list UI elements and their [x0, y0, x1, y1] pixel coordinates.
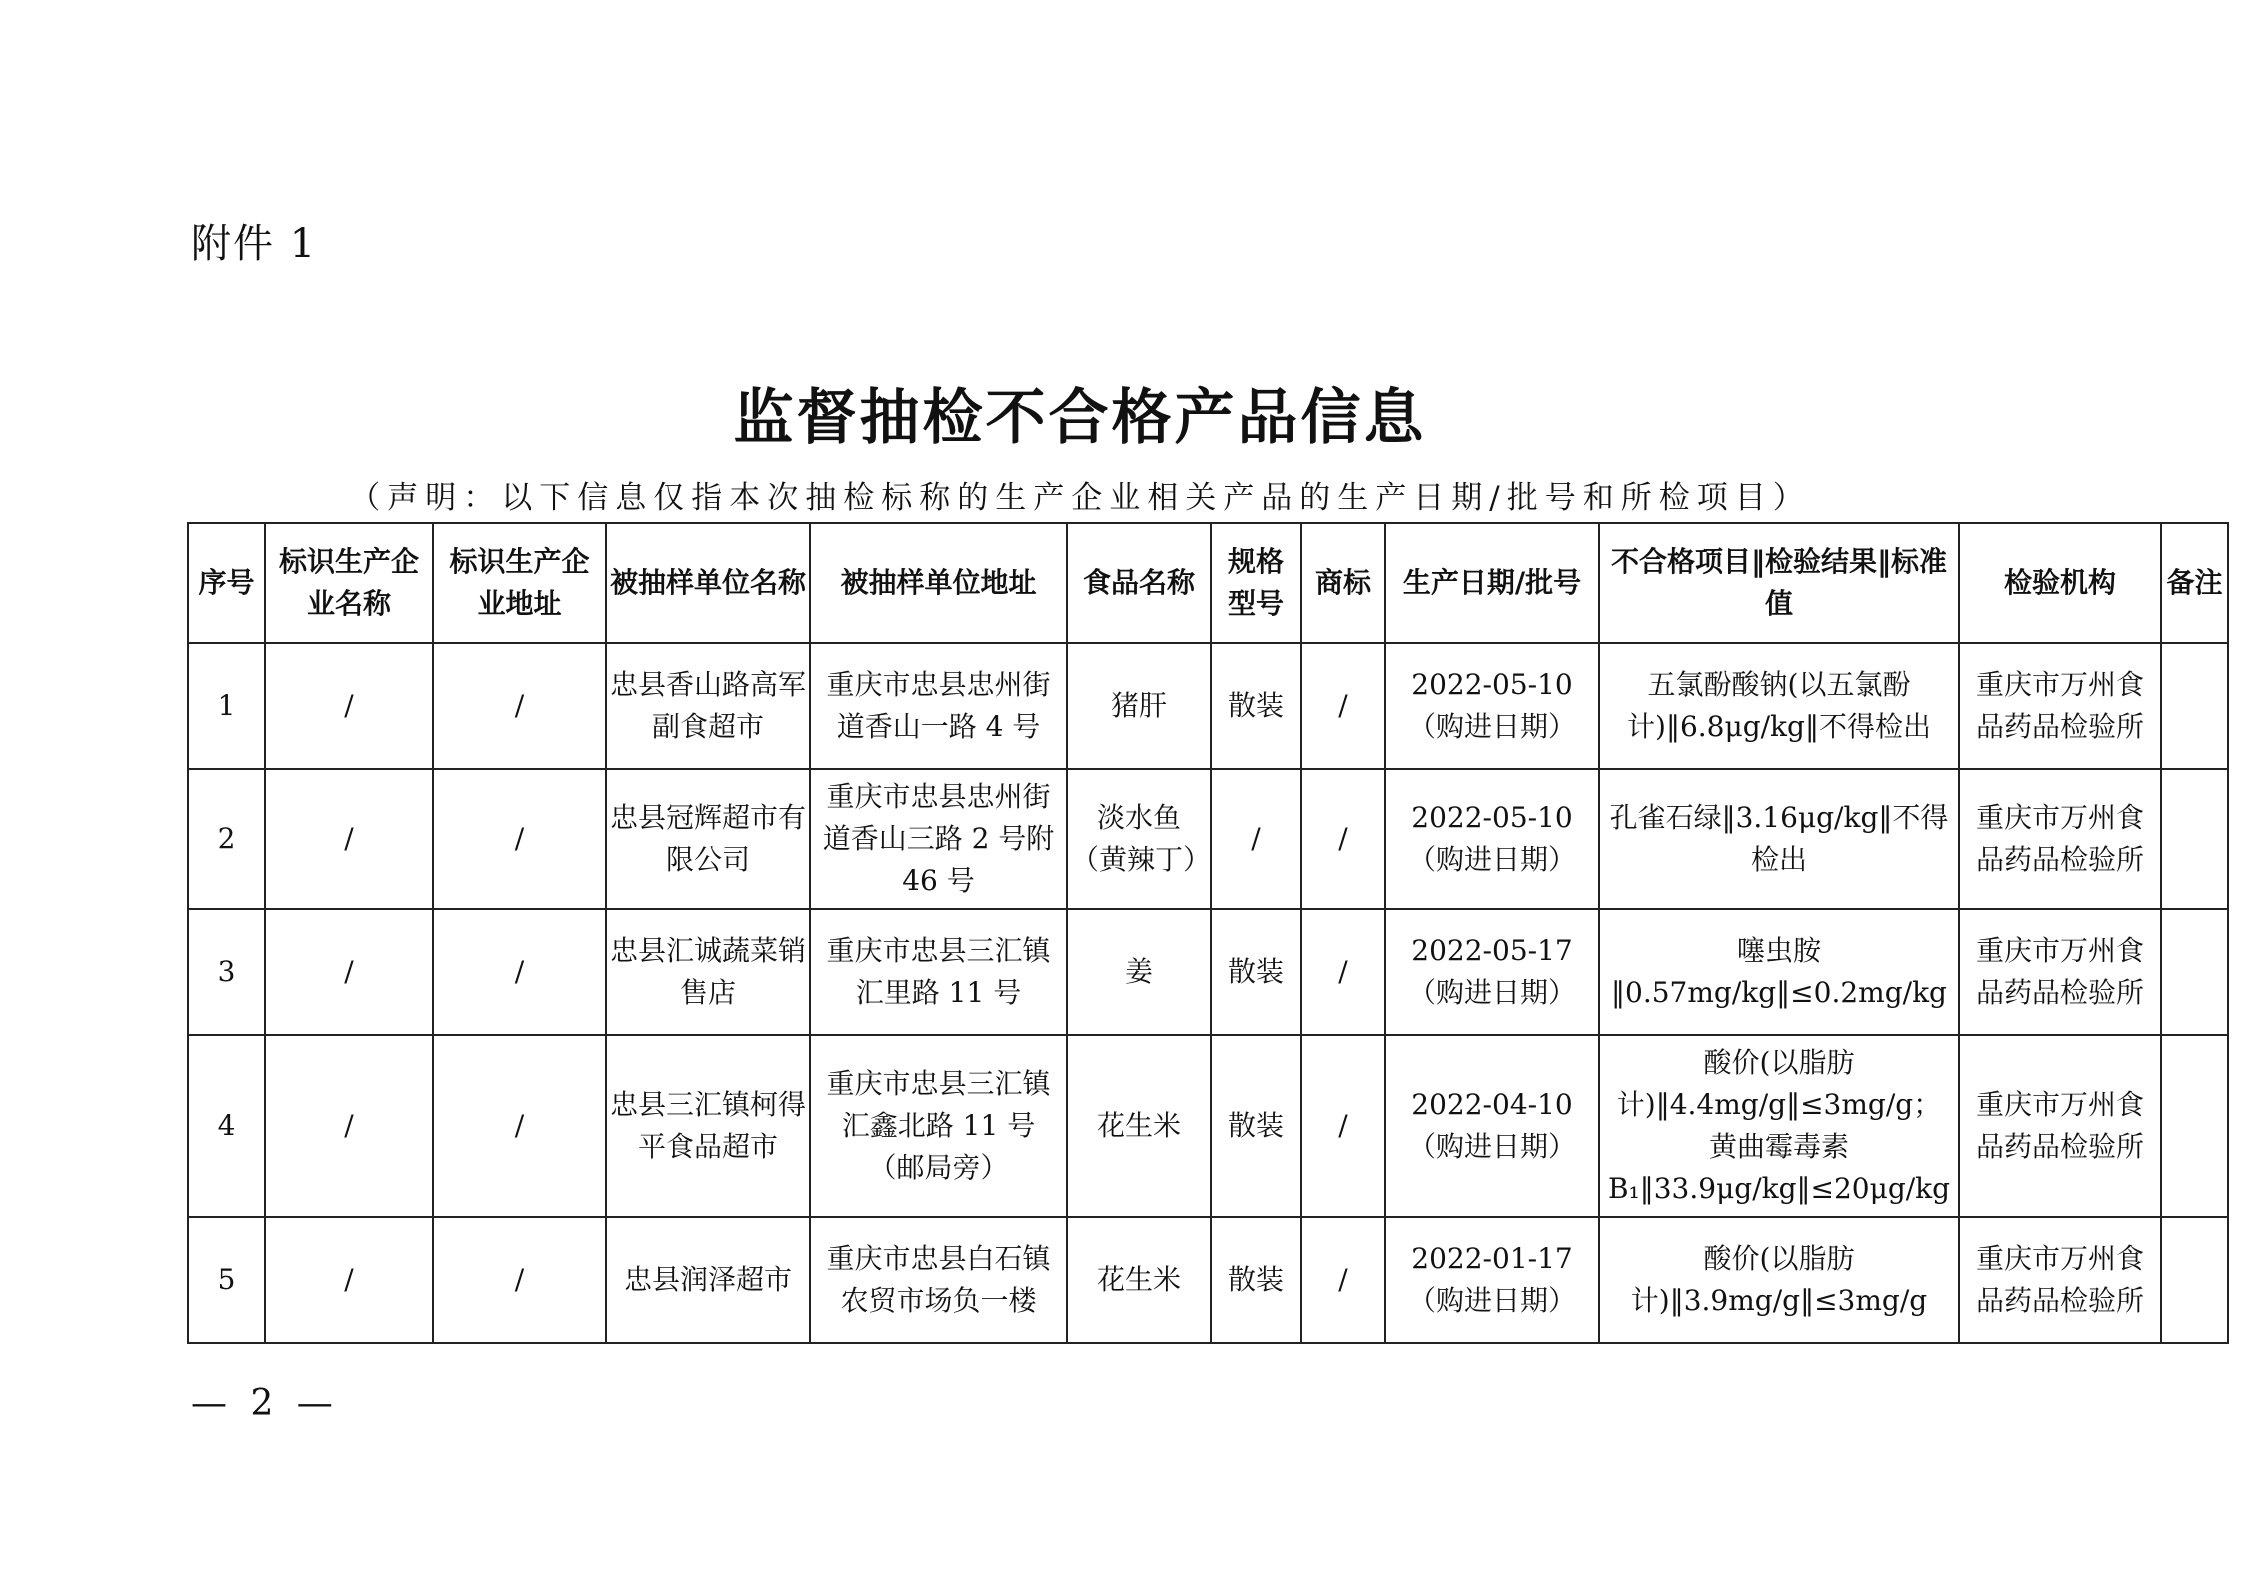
table-cell: /	[433, 1035, 606, 1217]
table-row	[188, 909, 2228, 1035]
table-cell	[2161, 909, 2228, 1035]
table-cell: 2022-05-10（购进日期）	[1385, 769, 1599, 909]
table-cell: 忠县三汇镇柯得平食品超市	[606, 1035, 810, 1217]
table-cell: 重庆市忠县三汇镇汇里路 11 号	[810, 909, 1067, 1035]
header-cell: 标识生产企业地址	[433, 523, 606, 643]
table-header-row	[188, 523, 2228, 643]
header-cell: 序号	[188, 523, 265, 643]
table-cell	[2161, 1035, 2228, 1217]
table-cell: 2022-05-17（购进日期）	[1385, 909, 1599, 1035]
table-cell: 酸价(以脂肪计)‖4.4mg/g‖≤3mg/g；黄曲霉毒素 B₁‖33.9μg/kg‖≤20μg/kg	[1599, 1035, 1959, 1217]
table-row	[188, 1217, 2228, 1343]
table-cell: 散装	[1211, 643, 1301, 769]
table-cell: 重庆市忠县忠州街道香山一路 4 号	[810, 643, 1067, 769]
table-cell: /	[1301, 769, 1385, 909]
table-cell: 散装	[1211, 909, 1301, 1035]
page-number: — 2 —	[191, 1383, 339, 1424]
table-cell: 4	[188, 1035, 265, 1217]
table-cell: /	[1211, 769, 1301, 909]
table-cell	[2161, 1217, 2228, 1343]
table-cell: 重庆市忠县白石镇农贸市场负一楼	[810, 1217, 1067, 1343]
table-cell: 孔雀石绿‖3.16μg/kg‖不得检出	[1599, 769, 1959, 909]
table-row	[188, 1035, 2228, 1217]
table-cell: 2022-04-10（购进日期）	[1385, 1035, 1599, 1217]
document-title: 监督抽检不合格产品信息	[733, 383, 1427, 453]
header-cell: 被抽样单位名称	[606, 523, 810, 643]
table-cell: 散装	[1211, 1035, 1301, 1217]
table-cell: /	[433, 643, 606, 769]
table-cell: 1	[188, 643, 265, 769]
table-cell: 重庆市万州食品药品检验所	[1959, 1035, 2161, 1217]
table-cell: 姜	[1067, 909, 1211, 1035]
table-cell: 散装	[1211, 1217, 1301, 1343]
table-cell: 2	[188, 769, 265, 909]
header-cell: 被抽样单位地址	[810, 523, 1067, 643]
unqualified-products-table	[187, 522, 2229, 1344]
header-cell: 标识生产企业名称	[265, 523, 433, 643]
table-cell: /	[1301, 643, 1385, 769]
table-cell: 忠县汇诚蔬菜销售店	[606, 909, 810, 1035]
table-cell: /	[265, 643, 433, 769]
table-cell: 猪肝	[1067, 643, 1211, 769]
table-cell	[2161, 769, 2228, 909]
header-cell: 生产日期/批号	[1385, 523, 1599, 643]
table-cell: 酸价(以脂肪计)‖3.9mg/g‖≤3mg/g	[1599, 1217, 1959, 1343]
header-cell: 商标	[1301, 523, 1385, 643]
table-cell: 2022-01-17（购进日期）	[1385, 1217, 1599, 1343]
table-cell: /	[433, 769, 606, 909]
table-cell: /	[265, 769, 433, 909]
header-cell: 备注	[2161, 523, 2228, 643]
header-cell: 规格型号	[1211, 523, 1301, 643]
table-row	[188, 769, 2228, 909]
header-cell: 不合格项目‖检验结果‖标准值	[1599, 523, 1959, 643]
table-cell: 忠县香山路高军副食超市	[606, 643, 810, 769]
table-cell: 忠县润泽超市	[606, 1217, 810, 1343]
header-cell: 检验机构	[1959, 523, 2161, 643]
table-cell: /	[433, 1217, 606, 1343]
table-cell: 花生米	[1067, 1217, 1211, 1343]
table-cell: 淡水鱼（黄辣丁）	[1067, 769, 1211, 909]
table-cell	[2161, 643, 2228, 769]
table-cell: /	[265, 1217, 433, 1343]
table-cell: /	[433, 909, 606, 1035]
table-row	[188, 643, 2228, 769]
table-cell: /	[265, 909, 433, 1035]
table-cell: 重庆市忠县忠州街道香山三路 2 号附 46 号	[810, 769, 1067, 909]
statement-note: （声明：以下信息仅指本次抽检标称的生产企业相关产品的生产日期/批号和所检项目）	[349, 480, 1811, 516]
table-cell: 重庆市万州食品药品检验所	[1959, 643, 2161, 769]
table-cell: /	[1301, 1035, 1385, 1217]
table-cell: 5	[188, 1217, 265, 1343]
table-cell: 重庆市万州食品药品检验所	[1959, 909, 2161, 1035]
table-cell: /	[1301, 909, 1385, 1035]
table-cell: 忠县冠辉超市有限公司	[606, 769, 810, 909]
table-cell: 重庆市忠县三汇镇汇鑫北路 11 号（邮局旁）	[810, 1035, 1067, 1217]
attachment-label: 附件 1	[191, 221, 318, 267]
table-cell: /	[1301, 1217, 1385, 1343]
table-cell: 重庆市万州食品药品检验所	[1959, 769, 2161, 909]
table-cell: 2022-05-10（购进日期）	[1385, 643, 1599, 769]
table-cell: /	[265, 1035, 433, 1217]
table-cell: 五氯酚酸钠(以五氯酚计)‖6.8μg/kg‖不得检出	[1599, 643, 1959, 769]
table-cell: 重庆市万州食品药品检验所	[1959, 1217, 2161, 1343]
header-cell: 食品名称	[1067, 523, 1211, 643]
table-cell: 3	[188, 909, 265, 1035]
table-cell: 花生米	[1067, 1035, 1211, 1217]
table-cell: 噻虫胺‖0.57mg/kg‖≤0.2mg/kg	[1599, 909, 1959, 1035]
